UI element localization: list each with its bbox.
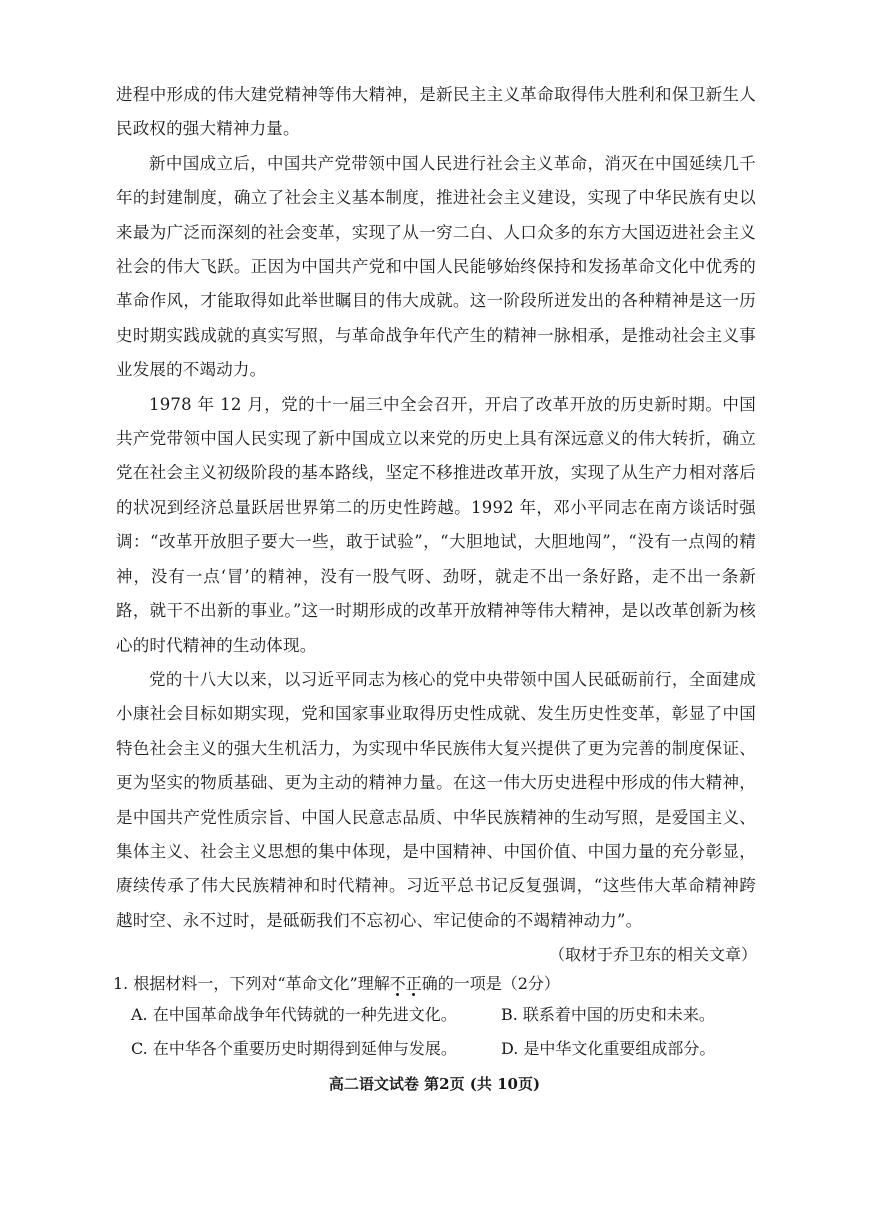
page-footer: 高二语文试卷 第2页 (共 10页): [328, 1075, 541, 1093]
emphasis-char-2: 正: [405, 974, 422, 993]
question-stem-end: 确的一项是（2分）: [421, 974, 560, 993]
reading-material: [116, 78, 756, 938]
emphasis-char-1: 不: [389, 974, 406, 993]
option-d[interactable]: D. 是中华文化重要组成部分。: [501, 1039, 716, 1058]
option-a[interactable]: A. 在中国革命战争年代铸就的一种先进文化。: [131, 1005, 457, 1024]
answer-options: [131, 1000, 763, 1064]
paragraph-new-era: 党的十八大以来，以习近平同志为核心的党中央带领中国人民砥砺前行，全面建成小康社会目标如期实现，党和国家事业取得历史性成就、发生历史性变革，彰显了中国特色社会主义的强大生机活力，为实现中华民族伟大复兴提供了更为完善的制度保证、更为坚实的物质基础、更为主动的精神力量。在这一伟大历史进程中形成的伟大精神，是中国共产党性质宗旨、中国人民意志品质、中华民族精神的生动写照，是爱国主义、集体主义、社会主义思想的集中体现，是中国精神、中国价值、中国力量的充分彰显，赓续传承了伟大民族精神和时代精神。习近平总书记反复强调，“这些伟大革命精神跨越时空、永不过时，是砥砺我们不忘初心、牢记使命的不竭精神动力”。: [116, 669, 756, 930]
paragraph-continuation: 进程中形成的伟大建党精神等伟大精神，是新民主主义革命取得伟大胜利和保卫新生人民政权的强大精神力量。: [116, 85, 756, 139]
option-b[interactable]: B. 联系着中国的历史和未来。: [501, 1005, 715, 1024]
paragraph-reform-opening: 1978 年 12 月，党的十一届三中全会召开，开启了改革开放的历史新时期。中国共产党带领中国人民实现了新中国成立以来党的历史上具有深远意义的伟大转折，确立党在社会主义初级阶段的基本路线，坚定不移推进改革开放，实现了从生产力相对落后的状况到经济总量跃居世界第二的历史性跨越。1992 年，邓小平同志在南方谈话时强调：“改革开放胆子要大一些，敢于试验”，“大胆地试，大胆地闯”，“没有一点闯的精神，没有一点‘冒’的精神，没有一股气呀、劲呀，就走不出一条好路，走不出一条新路，就干不出新的事业。”这一时期形成的改革开放精神等伟大精神，是以改革创新为核心的时代精神的生动体现。: [116, 394, 756, 655]
paragraph-new-china: 新中国成立后，中国共产党带领中国人民进行社会主义革命，消灭在中国延续几千年的封建制度，确立了社会主义基本制度，推进社会主义建设，实现了中华民族有史以来最为广泛而深刻的社会变革，实现了从一穷二白、人口众多的东方大国迈进社会主义社会的伟大飞跃。正因为中国共产党和中国人民能够始终保持和发扬革命文化中优秀的革命作风，才能取得如此举世瞩目的伟大成就。这一阶段所迸发出的各种精神是这一历史时期实践成就的真实写照，与革命战争年代产生的精神一脉相承，是推动社会主义事业发展的不竭动力。: [116, 153, 756, 380]
question-1: [113, 968, 763, 1064]
option-c[interactable]: C. 在中华各个重要历史时期得到延伸与发展。: [131, 1039, 457, 1058]
question-stem: [113, 968, 763, 1000]
question-stem-start: 1. 根据材料一，下列对“革命文化”理解: [113, 974, 390, 993]
source-citation: （取材于乔卫东的相关文章）: [548, 945, 757, 964]
